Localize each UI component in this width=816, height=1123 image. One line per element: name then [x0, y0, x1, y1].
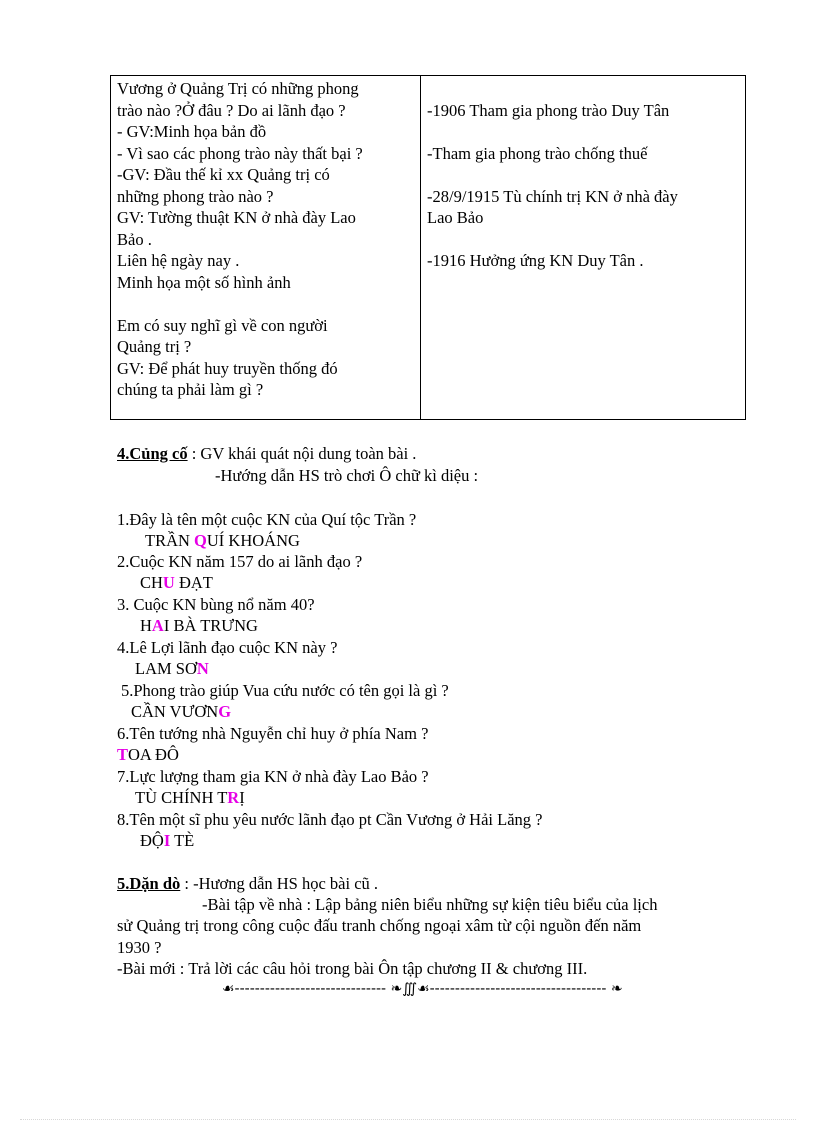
dando-homework-cont: sử Quảng trị trong công cuộc đấu tranh chống ngoại xâm từ cội nguồn đến năm [117, 916, 642, 935]
answer-7: TÙ CHÍNH TRỊ [135, 788, 245, 807]
question-4: 4.Lê Lợi lãnh đạo cuộc KN này ? [117, 638, 338, 657]
question-5: 5.Phong trào giúp Vua cứu nước có tên gọi là gì ? [121, 681, 449, 700]
answer-1: TRẦN QUÍ KHOÁNG [145, 531, 300, 550]
teacher-activity-line: Liên hệ ngày nay . [117, 251, 240, 270]
question-7: 7.Lực lượng tham gia KN ở nhà đày Lao Bảo ? [117, 767, 429, 786]
teacher-activity-line: Quảng trị ? [117, 337, 192, 356]
teacher-activity-text [111, 76, 420, 401]
answer-3: HAI BÀ TRƯNG [140, 616, 258, 635]
event-1915: -28/9/1915 Tù chính trị KN ở nhà đày [427, 186, 678, 206]
teacher-activity-line: trào nào ?Ở đâu ? Do ai lãnh đạo ? [117, 100, 346, 120]
question-3: 3. Cuộc KN bùng nổ năm 40? [117, 595, 315, 614]
teacher-activity-line: GV: Tường thuật KN ở nhà đày Lao [117, 208, 356, 227]
answer-5-key-letter: G [218, 702, 232, 721]
page-bottom-border [20, 1119, 796, 1120]
question-2: 2.Cuộc KN năm 157 do ai lãnh đạo ? [117, 552, 363, 571]
answer-6: TOA ĐÔ [117, 745, 179, 764]
answer-4-key-letter: N [196, 659, 209, 678]
answer-6-key-letter: T [117, 745, 129, 764]
teacher-activity-cell [111, 76, 421, 420]
dando-heading: 5.Dặn dò [117, 874, 181, 893]
event-tax-protest: -Tham gia phong trào chống thuế [427, 143, 648, 163]
teacher-activity-line: -GV: Đầu thế kỉ xx Quảng trị có [117, 165, 330, 184]
answer-4: LAM SƠN [135, 659, 209, 678]
event-1916: -1916 Hưởng ứng KN Duy Tân . [427, 251, 644, 270]
event-1906: -1906 Tham gia phong trào Duy Tân [427, 100, 670, 120]
cungco-guide: -Hướng dẫn HS trò chơi Ô chữ kì diệu : [215, 466, 479, 485]
answer-8: ĐỘI TÈ [140, 831, 195, 850]
answer-2: CHU ĐẠT [140, 573, 213, 592]
cungco-intro: : GV khái quát nội dung toàn bài . [187, 444, 417, 463]
question-1: 1.Đây là tên một cuộc KN của Quí tộc Trần ? [117, 510, 417, 529]
event-1915-cont: Lao Bảo [427, 208, 484, 227]
dando-line [117, 873, 378, 895]
teacher-activity-line: - Vì sao các phong trào này thất bại ? [117, 143, 363, 163]
dando-homework-end: 1930 ? [117, 938, 162, 957]
answer-1-key-letter: Q [194, 531, 207, 550]
teacher-activity-line: chúng ta phải làm gì ? [117, 380, 264, 399]
answer-5: CẦN VƯƠNG [131, 702, 232, 721]
answer-3-key-letter: A [151, 616, 164, 635]
ornament-divider: ☙------------------------------ ❧∭☙----------------------------------- ❧ [222, 981, 623, 997]
teacher-activity-line: Bảo . [117, 229, 152, 249]
dando-homework: -Bài tập về nhà : Lập bảng niên biểu những sự kiện tiêu biểu của lịch [202, 895, 658, 914]
teacher-activity-line: những phong trào nào ? [117, 186, 274, 206]
answer-2-key-letter: U [162, 573, 175, 592]
question-6: 6.Tên tướng nhà Nguyễn chỉ huy ở phía Nam ? [117, 724, 429, 743]
teacher-activity-line [117, 293, 416, 315]
dando-new-lesson: -Bài mới : Trả lời các câu hỏi trong bài Ôn tập chương II & chương III. [117, 959, 588, 978]
answer-8-key-letter: I [163, 831, 171, 850]
cungco-heading: 4.Củng cố [117, 444, 188, 463]
teacher-activity-line: - GV:Minh họa bản đồ [117, 122, 267, 141]
dando-review: : -Hương dẫn HS học bài cũ . [180, 874, 379, 893]
question-8: 8.Tên một sĩ phu yêu nước lãnh đạo pt Cần Vương ở Hải Lăng ? [117, 810, 543, 829]
answer-7-key-letter: R [227, 788, 240, 807]
content-text [421, 76, 745, 272]
teacher-activity-line: Minh họa một số hình ảnh [117, 272, 291, 292]
lesson-table [110, 75, 746, 420]
cungco-line [117, 443, 416, 465]
content-cell [421, 76, 746, 420]
teacher-activity-line: Em có suy nghĩ gì về con người [117, 315, 328, 335]
teacher-activity-line: Vương ở Quảng Trị có những phong [117, 79, 359, 98]
teacher-activity-line: GV: Để phát huy truyền thống đó [117, 358, 338, 378]
